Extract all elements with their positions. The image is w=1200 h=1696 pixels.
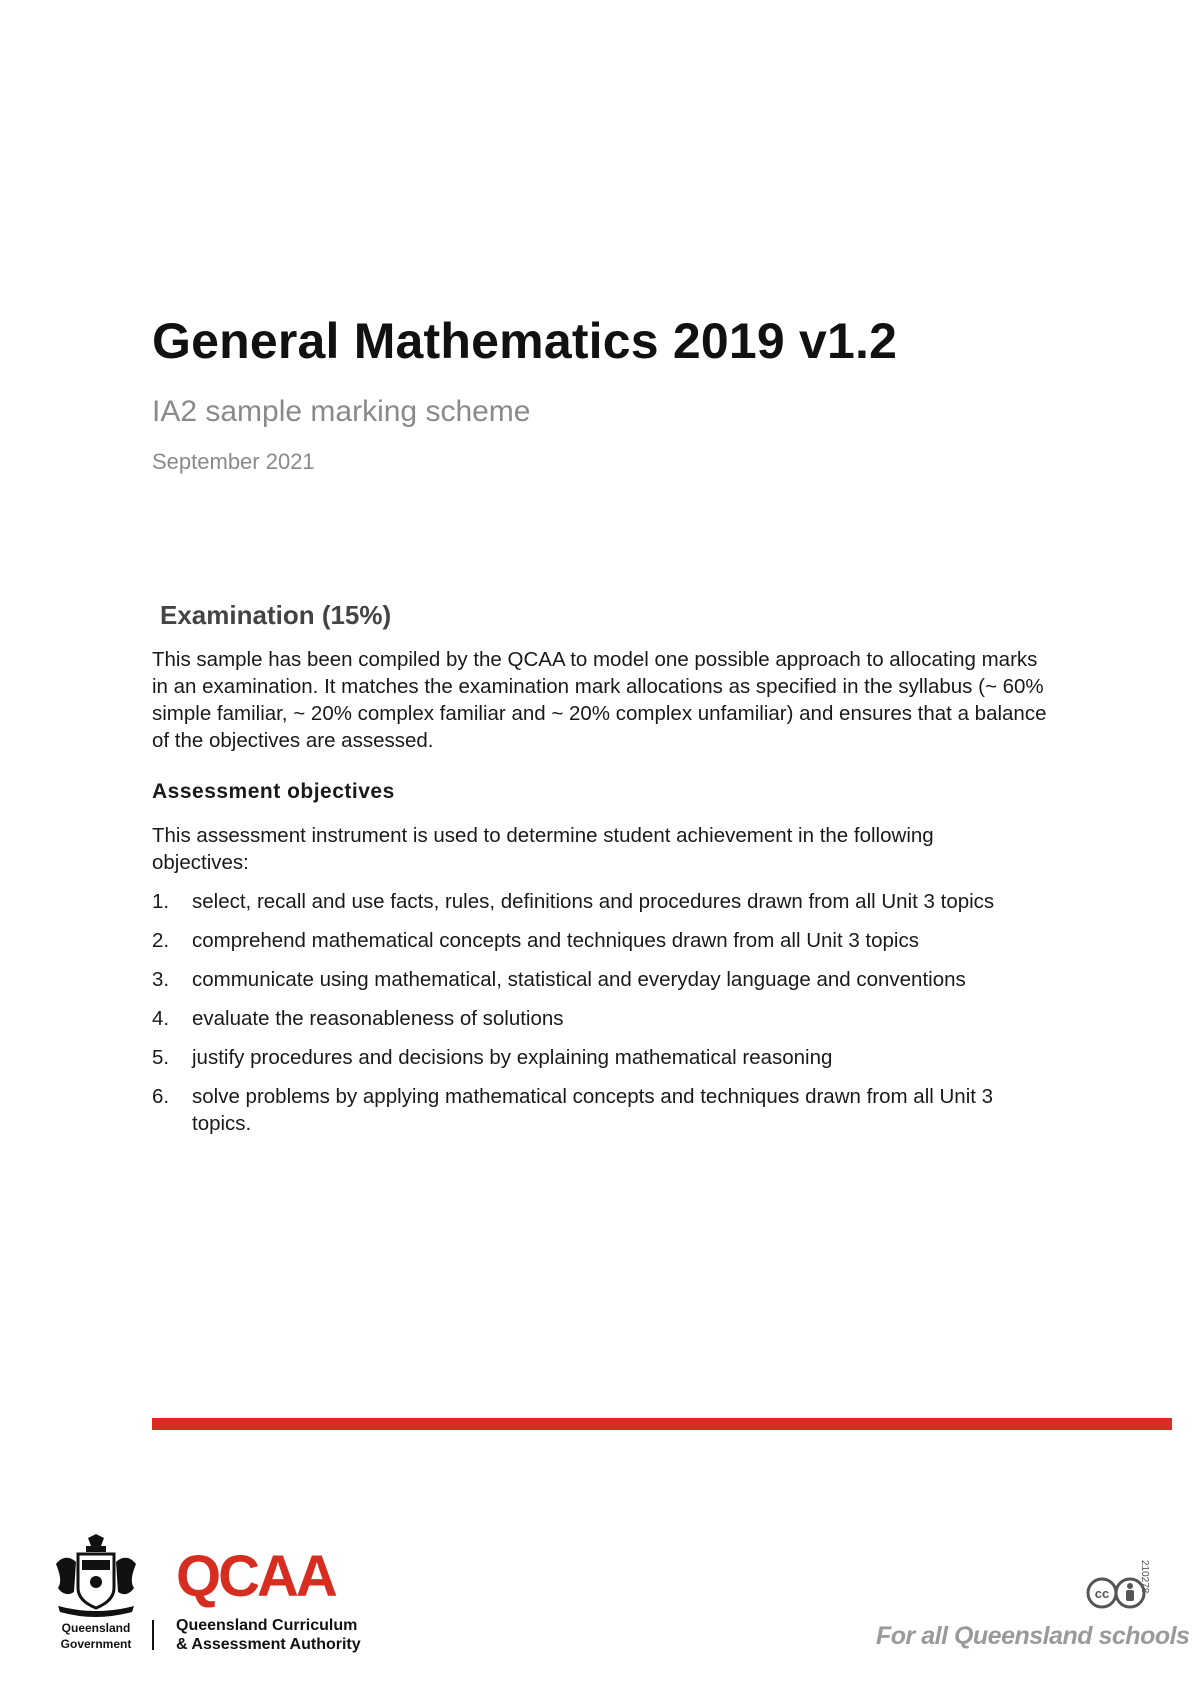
list-item-text: evaluate the reasonableness of solutions (192, 1007, 564, 1030)
list-item-text: select, recall and use facts, rules, definitions and procedures drawn from all Unit 3 topics (192, 890, 995, 913)
document-subtitle: IA2 sample marking scheme (152, 395, 531, 428)
list-item-text: justify procedures and decisions by explaining mathematical reasoning (192, 1046, 833, 1069)
queensland-crest-icon (48, 1534, 144, 1658)
svg-text:cc: cc (1094, 1586, 1110, 1601)
list-item (152, 888, 1032, 915)
list-item-text: communicate using mathematical, statistical and everyday language and conventions (192, 968, 966, 991)
crest-caption-line2: Government (60, 1637, 132, 1651)
crest-caption-line1: Queensland (61, 1621, 131, 1635)
objectives-list (152, 888, 1032, 1149)
qcaa-name-line2: & Assessment Authority (176, 1636, 361, 1653)
list-item (152, 966, 1032, 993)
list-item (152, 1005, 1032, 1032)
list-item (152, 1083, 1032, 1137)
qcaa-logo: QCAA (176, 1544, 335, 1609)
objectives-heading: Assessment objectives (152, 780, 395, 803)
qcaa-name (176, 1616, 361, 1654)
objectives-intro: This assessment instrument is used to determine student achievement in the following objectives: (152, 824, 934, 874)
footer-divider-rule (152, 1418, 1172, 1430)
list-item-text: comprehend mathematical concepts and techniques drawn from all Unit 3 topics (192, 929, 919, 952)
section-intro: This sample has been compiled by the QCAA to model one possible approach to allocating marks in an examination. It matches the examination mark allocations as specified in the syllabus (~ 60% simple familiar, ~ 20% complex familiar and ~ 20% complex unfamiliar) and ensures that a balance of the objectives are assessed. (152, 648, 1047, 752)
document-title: General Mathematics 2019 v1.2 (152, 313, 898, 369)
list-item-number: 5. (152, 1046, 170, 1069)
section-heading: Examination (15%) (160, 600, 392, 630)
document-date: September 2021 (152, 449, 315, 474)
list-item (152, 927, 1032, 954)
qcaa-name-line1: Queensland Curriculum (176, 1617, 358, 1634)
list-item-number: 1. (152, 890, 170, 913)
logo-divider (152, 1620, 154, 1650)
list-item-number: 6. (152, 1085, 170, 1108)
creative-commons-icon (1086, 1576, 1146, 1610)
document-id: 210278 (1139, 1560, 1150, 1594)
list-item (152, 1044, 1032, 1071)
list-item-number: 3. (152, 968, 170, 991)
footer-tagline: For all Queensland schools (876, 1622, 1190, 1650)
list-item-number: 4. (152, 1007, 170, 1030)
list-item-number: 2. (152, 929, 170, 952)
list-item-text: solve problems by applying mathematical concepts and techniques drawn from all Unit 3 topics. (192, 1085, 994, 1135)
